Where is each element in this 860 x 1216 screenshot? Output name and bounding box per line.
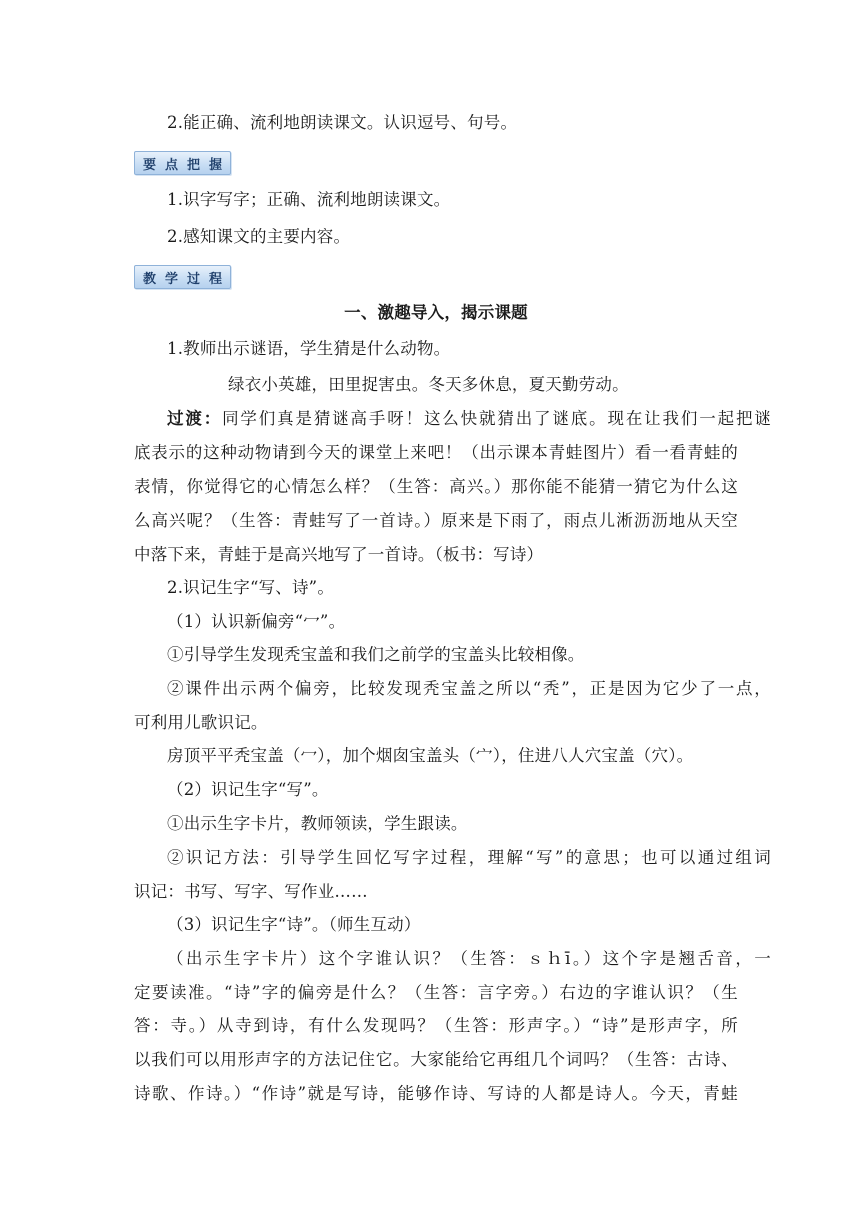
badge-char: 学 [165, 271, 179, 287]
transition-text: 同学们真是猜谜高手呀！这么快就猜出了谜底。现在让我们一起把谜 [222, 409, 771, 428]
key-points-badge [134, 151, 231, 175]
section-title: 一、激趣导入，揭示课题 [344, 303, 528, 322]
riddle-text: 绿衣小英雄，田里捉害虫。冬天多休息，夏天勤劳动。 [228, 375, 629, 394]
transition-line-1 [134, 409, 771, 429]
sub-step-3-line-1: （出示生字卡片）这个字谁认识？（生答：ｓｈī。）这个字是翘舌音，一 [167, 949, 771, 968]
step-2: 2.识记生字“写、诗”。 [167, 578, 335, 597]
badge-char: 过 [187, 271, 201, 287]
sub-step-2-a: ①出示生字卡片，教师领读，学生跟读。 [167, 814, 468, 833]
sub-step-1-b-line-2: 可利用儿歌识记。 [134, 713, 268, 732]
key-point-item-2: 2.感知课文的主要内容。 [167, 227, 351, 246]
sub-step-3-line-2: 定要读准。“诗”字的偏旁是什么？（生答：言字旁。）右边的字谁认识？（生 [134, 983, 738, 1002]
sub-step-3-line-3: 答：寺。）从寺到诗，有什么发现吗？（生答：形声字。）“诗”是形声字，所 [134, 1016, 738, 1035]
badge-char: 教 [143, 271, 157, 287]
transition-line-3: 表情，你觉得它的心情怎么样？（生答：高兴。）那你能不能猜一猜它为什么这 [134, 477, 738, 496]
sub-step-3: （3）识记生字“诗”。（师生互动） [167, 915, 421, 934]
transition-label: 过渡： [167, 409, 223, 428]
badge-char: 把 [187, 157, 201, 173]
key-point-item-1: 1.识字写字；正确、流利地朗读课文。 [167, 190, 451, 209]
sub-step-2: （2）识记生字“写”。 [167, 780, 329, 799]
badge-char: 握 [209, 157, 223, 173]
objective-item-2: 2.能正确、流利地朗读课文。认识逗号、句号。 [167, 113, 518, 132]
sub-step-2-b-line-2: 识记：书写、写字、写作业…… [134, 882, 368, 901]
sub-step-2-b-line-1: ②识记方法：引导学生回忆写字过程，理解“写”的意思；也可以通过组词 [167, 848, 771, 867]
transition-line-5: 中落下来，青蛙于是高兴地写了一首诗。（板书：写诗） [134, 545, 544, 564]
sub-step-1-b-line-1: ②课件出示两个偏旁，比较发现秃宝盖之所以“秃”，正是因为它少了一点， [167, 679, 771, 698]
rhyme-text: 房顶平平秃宝盖（冖），加个烟囱宝盖头（宀），住进八人穴宝盖（穴）。 [167, 746, 694, 765]
badge-char: 点 [165, 157, 179, 173]
sub-step-3-line-4: 以我们可以用形声字的方法记住它。大家能给它再组几个词吗？（生答：古诗、 [134, 1050, 738, 1069]
sub-step-3-line-5: 诗歌、作诗。）“作诗”就是写诗，能够作诗、写诗的人都是诗人。今天，青蛙 [134, 1084, 738, 1103]
badge-char: 要 [143, 157, 157, 173]
step-1: 1.教师出示谜语，学生猜是什么动物。 [167, 339, 451, 358]
badge-char: 程 [209, 271, 223, 287]
sub-step-1-a: ①引导学生发现秃宝盖和我们之前学的宝盖头比较相像。 [167, 645, 585, 664]
transition-line-4: 么高兴呢？（生答：青蛙写了一首诗。）原来是下雨了，雨点儿淅沥沥地从天空 [134, 511, 738, 530]
sub-step-1: （1）认识新偏旁“冖”。 [167, 612, 346, 631]
teaching-process-badge [134, 265, 231, 289]
transition-line-2: 底表示的这种动物请到今天的课堂上来吧！（出示课本青蛙图片）看一看青蛙的 [134, 443, 738, 462]
